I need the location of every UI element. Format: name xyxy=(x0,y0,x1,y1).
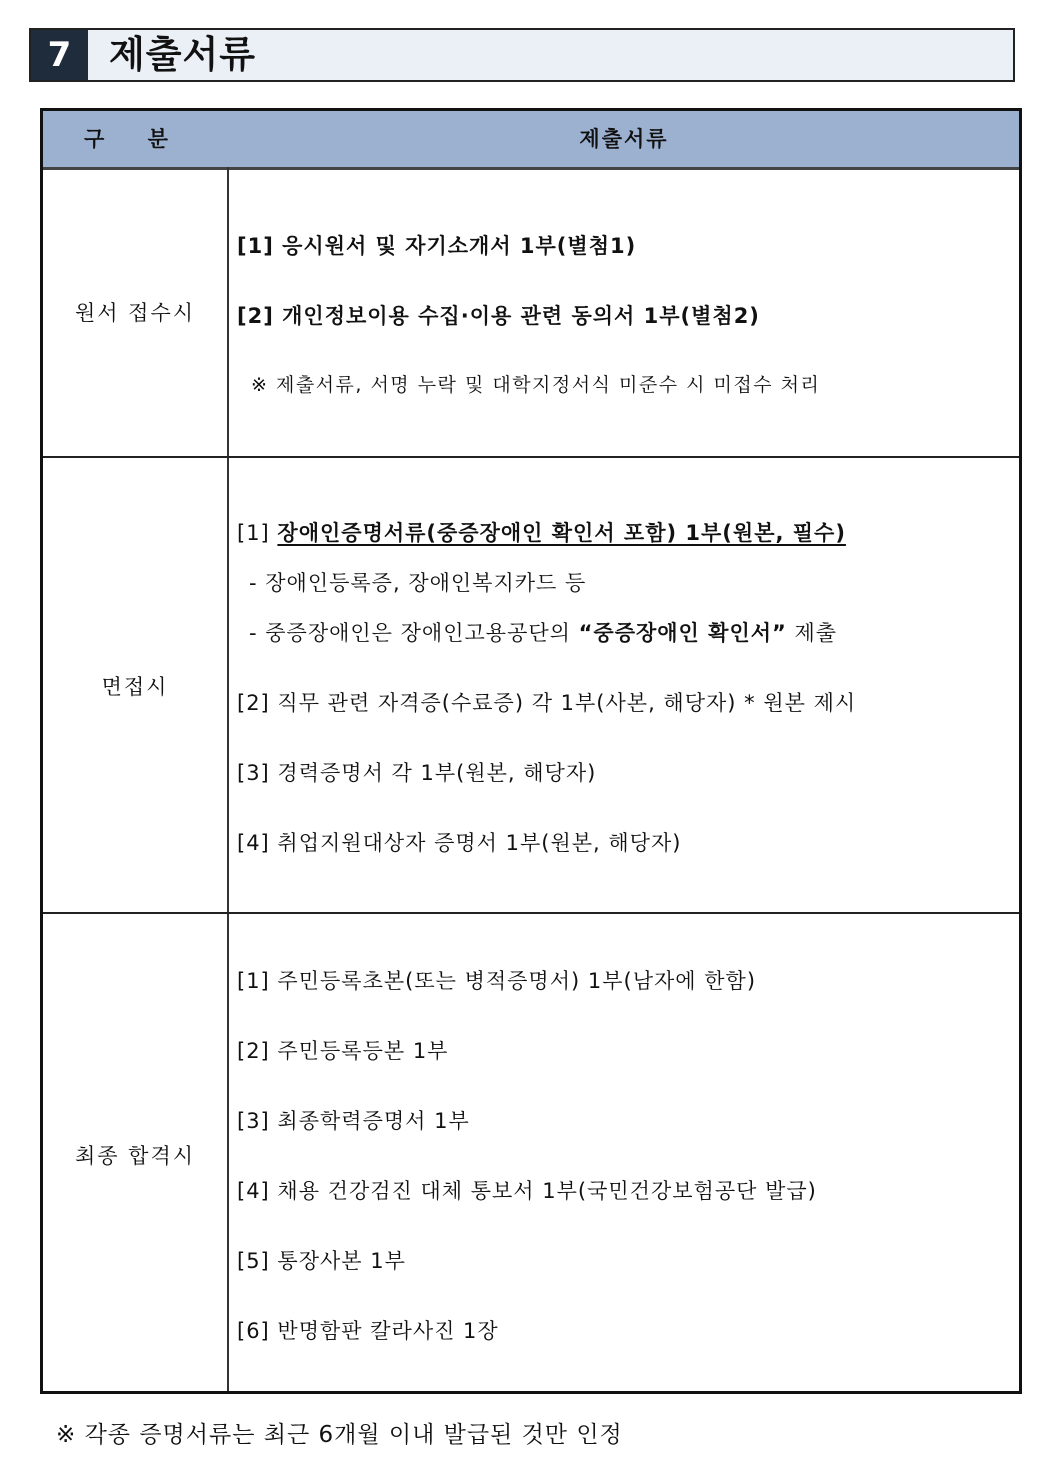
final-item-5: [5] 통장사본 1부 xyxy=(237,1249,406,1273)
interview-item-1 xyxy=(237,517,846,547)
final-item-1: [1] 주민등록초본(또는 병적증명서) 1부(남자에 한함) xyxy=(237,969,757,993)
interview-sub-item-2-suffix: 제출 xyxy=(786,621,838,645)
interview-sub-item-2-bold: “중증장애인 확인서” xyxy=(578,621,787,645)
interview-item-1-text: 장애인증명서류(중증장애인 확인서 포함) 1부(원본, 필수) xyxy=(277,521,846,545)
section-title: 제출서류 xyxy=(109,33,256,76)
final-item-2: [2] 주민등록등본 1부 xyxy=(237,1039,449,1063)
interview-item-1-number: [1] xyxy=(237,521,278,545)
row-category-final: 최종 합격시 xyxy=(74,1144,196,1168)
row-category-application: 원서 접수시 xyxy=(74,301,196,325)
interview-item-4: [4] 취업지원대상자 증명서 1부(원본, 해당자) xyxy=(237,831,682,855)
final-item-6: [6] 반명함판 칼라사진 1장 xyxy=(237,1319,499,1343)
header-category: 구 분 xyxy=(84,127,186,151)
interview-sub-item-1: - 장애인등록증, 장애인복지카드 등 xyxy=(249,571,587,595)
interview-sub-item-2 xyxy=(249,617,837,647)
row-divider xyxy=(43,912,1019,914)
application-item-2: [2] 개인정보이용 수집·이용 관련 동의서 1부(별첨2) xyxy=(237,304,760,328)
interview-item-2: [2] 직무 관련 자격증(수료증) 각 1부(사본, 해당자) * 원본 제시 xyxy=(237,691,857,715)
final-item-3: [3] 최종학력증명서 1부 xyxy=(237,1109,470,1133)
interview-sub-item-2-prefix: - 중증장애인은 장애인고용공단의 xyxy=(249,621,579,645)
header-documents: 제출서류 xyxy=(579,127,669,151)
interview-item-3: [3] 경력증명서 각 1부(원본, 해당자) xyxy=(237,761,597,785)
application-note: ※ 제출서류, 서명 누락 및 대학지정서식 미준수 시 미접수 처리 xyxy=(251,374,821,396)
documents-table xyxy=(40,108,1022,1394)
section-number: 7 xyxy=(31,30,88,80)
final-item-4: [4] 채용 건강검진 대체 통보서 1부(국민건강보험공단 발급) xyxy=(237,1179,817,1203)
row-category-interview: 면접시 xyxy=(101,675,169,699)
application-item-1: [1] 응시원서 및 자기소개서 1부(별첨1) xyxy=(237,234,637,258)
table-header xyxy=(43,111,1019,170)
section-header xyxy=(29,28,1015,82)
column-divider xyxy=(227,167,229,1391)
row-divider xyxy=(43,456,1019,458)
footer-note: ※ 각종 증명서류는 최근 6개월 이내 발급된 것만 인정 xyxy=(56,1422,623,1448)
